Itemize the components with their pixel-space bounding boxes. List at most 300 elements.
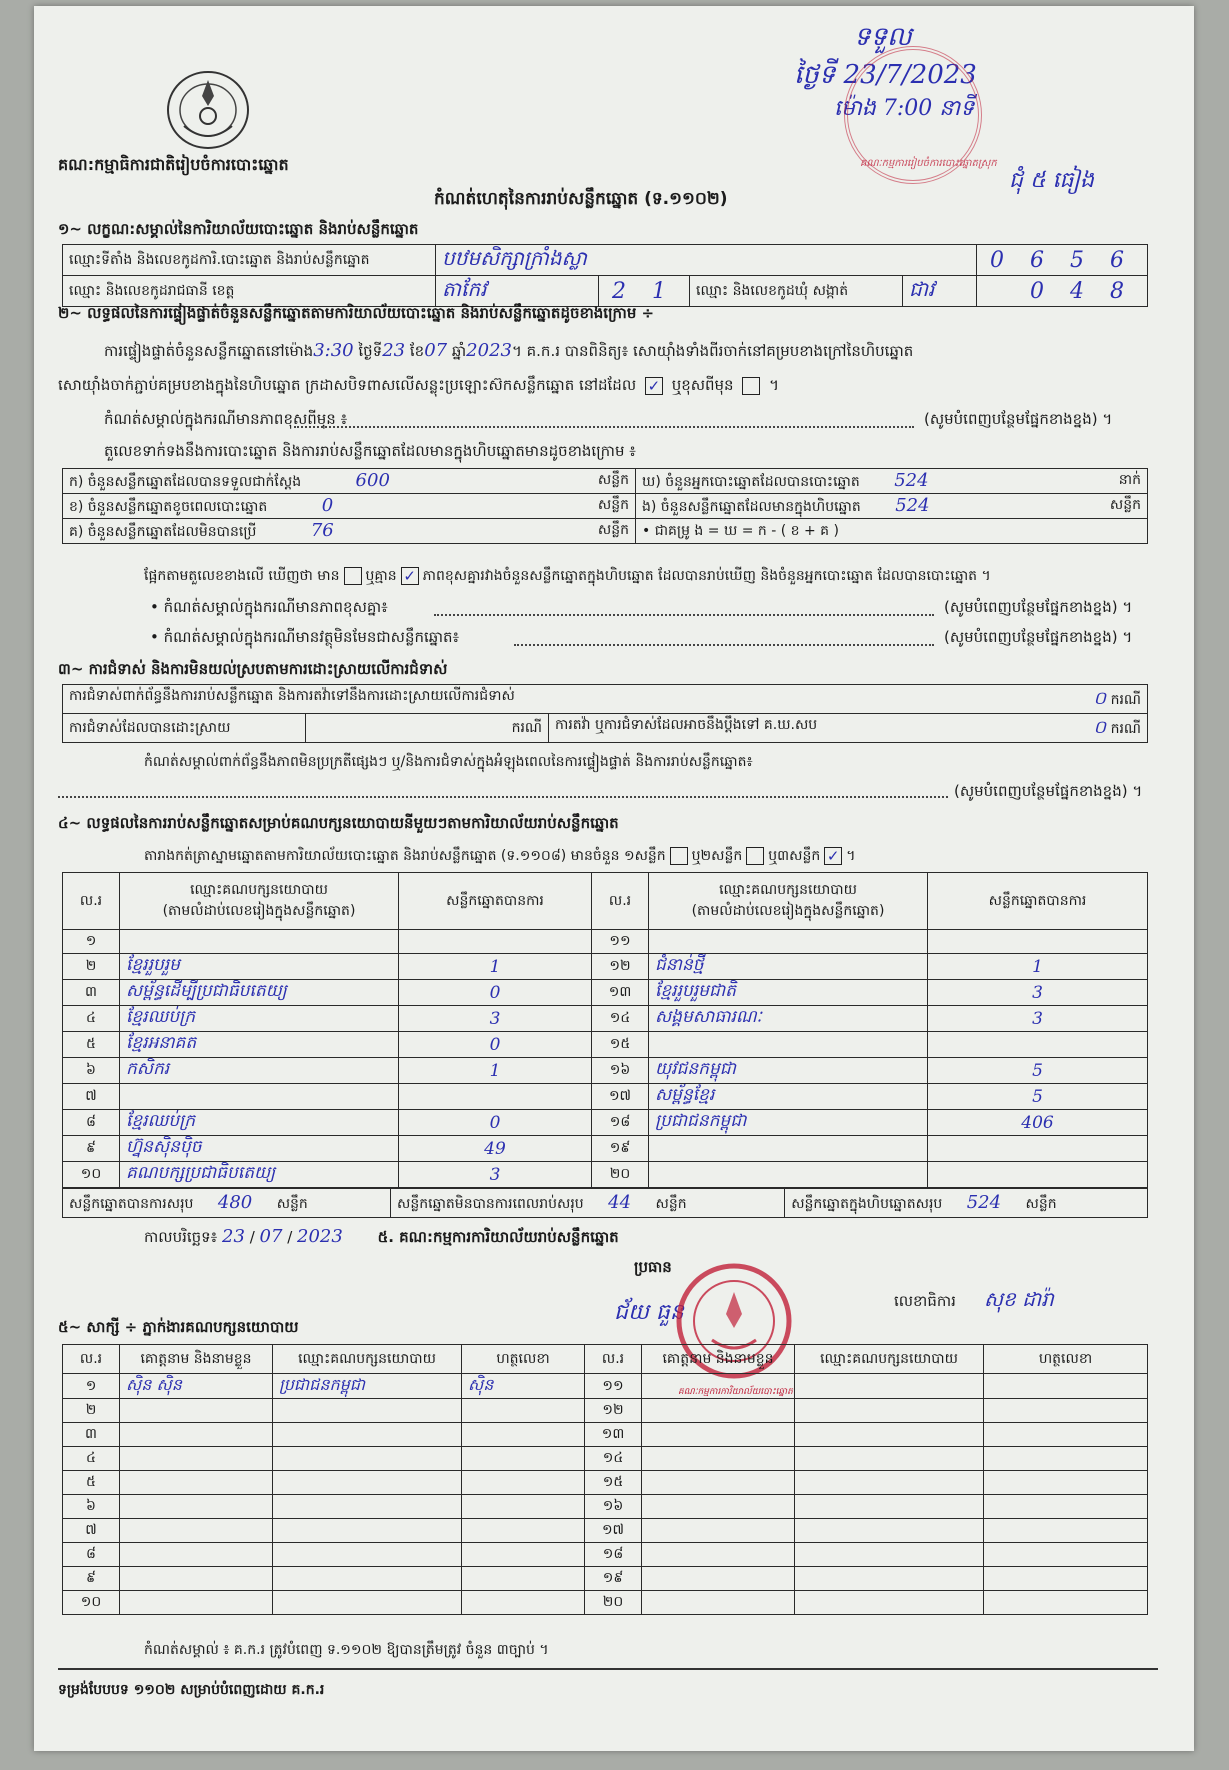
witness-name [642, 1471, 795, 1495]
result-no: ១៨ [592, 1110, 649, 1136]
witness-no: ៥ [63, 1471, 120, 1495]
seal-line-end: ។ [769, 376, 780, 394]
irregularity-dotted-line [58, 796, 948, 798]
bullet-difference: • កំណត់សម្គាល់ក្នុងករណីមានភាពខុសគ្នា៖ [150, 598, 388, 616]
witness-sign: ស៊ិន [462, 1374, 585, 1399]
witness-no: ១៧ [585, 1519, 642, 1543]
unused-unit: សន្លឹក [597, 521, 629, 538]
result-party: សម្ព័ន្ធដើម្បីប្រជាធិបតេយ្យ [120, 980, 399, 1006]
station-name: បឋមសិក្សាក្រាំងស្លា [442, 246, 587, 270]
spoiled-value: 0 [321, 494, 334, 516]
receipt-date: ថ្ងៃទី 23/7/2023 [794, 60, 977, 90]
result-votes: 3 [399, 1006, 592, 1032]
witness-sign [984, 1423, 1148, 1447]
witness-sign [984, 1543, 1148, 1567]
result-no: ១ [63, 930, 120, 954]
witness-party [795, 1423, 984, 1447]
chair-name: ជ័យ ធួន [614, 1300, 684, 1325]
witness-party [795, 1519, 984, 1543]
result-votes: 0 [399, 980, 592, 1006]
voters-value: 524 [894, 469, 929, 491]
counts-table [62, 468, 1148, 544]
witness-sign [984, 1374, 1148, 1399]
appeal-count: ០ [1093, 716, 1107, 738]
result-votes: 5 [928, 1058, 1148, 1084]
witness-sign [462, 1591, 585, 1615]
table-row [63, 980, 1148, 1006]
results-h-party-2 [649, 873, 928, 930]
bullet-foreign: • កំណត់សម្គាល់ក្នុងករណីមានវត្ថុមិនមែនជាសន្លឹកឆ្នោត៖ [150, 628, 460, 646]
witness-name [120, 1519, 273, 1543]
section2-title: ២~ លទ្ធផលនៃការផ្ទៀងផ្ទាត់ចំនួនសន្លឹកឆ្នោតតាមការិយាល័យបោះឆ្នោត និងរាប់សន្លឹកឆ្នោតដូចខាងក្រោម ÷ [58, 304, 655, 322]
witness-sign [462, 1399, 585, 1423]
result-votes [928, 1032, 1148, 1058]
province-code-1: 2 [612, 278, 626, 304]
witness-h-no: ល.រ [63, 1345, 120, 1374]
formula: • ជាគម្រូ ង = ឃ = ក - ( ខ + គ ) [636, 519, 1148, 544]
result-no: ៤ [63, 1006, 120, 1032]
result-votes: 0 [399, 1110, 592, 1136]
results-h-no-2: ល.រ [592, 873, 649, 930]
three-sheets-checkbox[interactable]: ✓ [824, 847, 842, 865]
result-no: ១៩ [592, 1136, 649, 1162]
commune-name: ជាវ [909, 277, 935, 301]
witness-sign [984, 1399, 1148, 1423]
result-party [120, 930, 399, 954]
witness-sign [984, 1591, 1148, 1615]
result-no: ២០ [592, 1162, 649, 1188]
section3-title: ៣~ ការជំទាស់ និងការមិនយល់ស្របតាមការដោះស្រាយលើការជំទាស់ [58, 660, 448, 678]
witness-party [273, 1519, 462, 1543]
result-party: សង្គមសាធារណៈ [649, 1006, 928, 1032]
receipt-time: ម៉ោង 7:00 នាទី [834, 96, 975, 121]
witness-name [120, 1591, 273, 1615]
result-party: ខ្មែរឈប់ក្រ [120, 1110, 399, 1136]
witness-party [795, 1374, 984, 1399]
station-label: ឈ្មោះទីតាំង និងលេខកូដការិ.បោះឆ្នោត និងរាប់សន្លឹកឆ្នោត [63, 245, 436, 276]
verify-year: 2023 [466, 340, 512, 361]
result-no: ១៦ [592, 1058, 649, 1084]
witness-no: ១៣ [585, 1423, 642, 1447]
resolved-unit: ករណី [306, 714, 549, 743]
total-invalid-value: 44 [608, 1191, 632, 1213]
official-seal-text: គណៈកម្មការការិយាល័យបោះឆ្នោត [678, 1387, 793, 1397]
appeal-unit: ករណី [1110, 720, 1141, 737]
bullet1-dotted-line [434, 614, 934, 616]
table-row [63, 1110, 1148, 1136]
result-party: ខ្មែរឈប់ក្រ [120, 1006, 399, 1032]
station-code-1: 0 [990, 247, 1004, 273]
same-checkbox[interactable]: ✓ [645, 377, 663, 395]
witness-name [120, 1471, 273, 1495]
result-party: យុវជនកម្ពុជា [649, 1058, 928, 1084]
spoiled-unit: សន្លឹក [597, 496, 629, 513]
commune-code-2: 4 [1070, 278, 1084, 304]
commune-code-3: 8 [1110, 278, 1124, 304]
in-box-label: ង) ចំនួនសន្លឹកឆ្នោតដែលមានក្នុងហិបឆ្នោត [642, 498, 861, 515]
witness-no: ៣ [63, 1423, 120, 1447]
commune-code-1: 0 [1030, 278, 1044, 304]
result-no: ៧ [63, 1084, 120, 1110]
bullet-foreign-hint: (សូមបំពេញបន្ថែមផ្នែកខាងខ្នង) ។ [944, 628, 1133, 646]
witness-party [273, 1399, 462, 1423]
result-party [120, 1084, 399, 1110]
witness-no: ១០ [63, 1591, 120, 1615]
result-votes [928, 1136, 1148, 1162]
witness-party [273, 1591, 462, 1615]
witness-sign [462, 1447, 585, 1471]
witness-party [795, 1447, 984, 1471]
witness-name [642, 1447, 795, 1471]
witness-h-name: គោត្តនាម និងនាមខ្លួន [120, 1345, 273, 1374]
result-votes [399, 930, 592, 954]
result-no: ១១ [592, 930, 649, 954]
results-h-votes-2: សន្លឹកឆ្នោតបានការ [928, 873, 1148, 930]
witness-no: ១ [63, 1374, 120, 1399]
province-name: តាកែវ [442, 277, 487, 301]
table-row [63, 1162, 1148, 1188]
total-invalid-unit: សន្លឹក [655, 1195, 687, 1212]
irregularity-note: កំណត់សម្គាល់ពាក់ព័ន្ធនឹងភាពមិនប្រក្រតីផ្សេងៗ ឬ/និងការជំទាស់ក្នុងអំឡុងពេលនៃការផ្ទៀងផ្ទាត់ និងការរាប់សន្លឹកឆ្នោត៖ [144, 754, 753, 770]
section4-title: ៤~ លទ្ធផលនៃការរាប់សន្លឹកឆ្នោតសម្រាប់គណបក្សនយោបាយនីមួយៗតាមការិយាល័យរាប់សន្លឹកឆ្នោត [58, 814, 619, 832]
witness-sign [462, 1567, 585, 1591]
witness-party: ប្រជាជនកម្ពុជា [273, 1374, 462, 1399]
witness-party [795, 1471, 984, 1495]
footer-text: ទម្រង់បែបបទ ១១០២ សម្រាប់បំពេញដោយ គ.ក.រ [58, 1682, 325, 1698]
witness-no: ១៥ [585, 1471, 642, 1495]
witness-name [642, 1591, 795, 1615]
witness-name [120, 1495, 273, 1519]
voters-unit: នាក់ [1118, 471, 1141, 488]
witness-party [273, 1567, 462, 1591]
witness-no: ៦ [63, 1495, 120, 1519]
results-h-no: ល.រ [63, 873, 120, 930]
witness-name [120, 1567, 273, 1591]
in-box-unit: សន្លឹក [1109, 496, 1141, 513]
result-votes: 5 [928, 1084, 1148, 1110]
result-none-label: ឬគ្មាន [365, 568, 397, 584]
result-text: ភាពខុសគ្នារវាងចំនួនសន្លឹកឆ្នោតក្នុងហិបឆ្នោត ដែលបានរាប់ឃើញ និងចំនួនអ្នកបោះឆ្នោត ដែលបានបោះឆ្នោត ។ [422, 568, 991, 584]
table-row [63, 1374, 1148, 1399]
result-votes [399, 1084, 592, 1110]
totals-table [62, 1188, 1148, 1218]
form-title: កំណត់ហេតុនៃការរាប់សន្លឹកឆ្នោត (ទ.១១០២) [434, 189, 728, 209]
results-h-party-title: ឈ្មោះគណបក្សនយោបាយ [190, 882, 328, 898]
result-no: ១៣ [592, 980, 649, 1006]
table-row [63, 1058, 1148, 1084]
table-row [63, 1543, 1148, 1567]
witness-no: ១៩ [585, 1567, 642, 1591]
station-code-3: 5 [1070, 247, 1084, 273]
witness-no: ៨ [63, 1543, 120, 1567]
chair-label: ប្រធាន [634, 1258, 672, 1276]
royal-emblem-icon [162, 66, 254, 154]
committee-name: គណ:កម្មាធិការជាតិរៀបចំការបោះឆ្នោត [58, 155, 289, 174]
result-party: សម្ព័ន្ធខ្មែរ [649, 1084, 928, 1110]
sheets-three-label: ឬ៣សន្លឹក [768, 848, 821, 864]
results-h-votes: សន្លឹកឆ្នោតបានការ [399, 873, 592, 930]
bullet2-dotted-line [514, 644, 934, 646]
witness-sign [462, 1519, 585, 1543]
result-no: ៥ [63, 1032, 120, 1058]
witness-sign [462, 1423, 585, 1447]
objections-unit: ករណី [1110, 691, 1141, 708]
appeal-label: ការតវ៉ា ឬការជំទាស់ដែលអាចនឹងប្តឹងទៅ គ.ឃ.សប [555, 716, 818, 733]
receipt-seal-text: គណៈកម្មការរៀបចំការបោះឆ្នោតស្រុក [860, 158, 997, 169]
station-code-4: 6 [1110, 247, 1124, 273]
received-unit: សន្លឹក [597, 471, 629, 488]
objections-label: ការជំទាស់ពាក់ព័ន្ធនឹងការរាប់សន្លឹកឆ្នោត និងការតវ៉ាទៅនឹងការដោះស្រាយលើការជំទាស់ [69, 687, 515, 704]
footnote: កំណត់សម្គាល់ ៖ គ.ក.រ ត្រូវបំពេញ ទ.១១០២ ឱ្យបានត្រឹមត្រូវ ចំនួន ៣ច្បាប់ ។ [144, 1642, 549, 1658]
section1-title: ១~ លក្ខណ:សម្គាល់នៃការិយាល័យបោះឆ្នោត និងរាប់សន្លឹកឆ្នោត [58, 220, 419, 238]
total-invalid-label: សន្លឹកឆ្នោតមិនបានការពេលរាប់សរុប [397, 1195, 584, 1212]
witness-sign [984, 1471, 1148, 1495]
seal-text: សោយ៉ាំងចាក់ភ្ជាប់គម្របខាងក្នុងនៃហិបឆ្នោត ក្រដាសបិទពាសលើសន្លុះប្រឡោះស៊កសន្លឹកឆ្នោត នៅដដែល [58, 376, 637, 394]
unused-label: គ) ចំនួនសន្លឹកឆ្នោតដែលមិនបានប្រើ [69, 523, 257, 540]
two-sheets-checkbox[interactable] [746, 847, 764, 865]
secretary-label: លេខាធិការ [894, 1292, 956, 1310]
result-party: ជំនាន់ថ្មី [649, 954, 928, 980]
witness-name [642, 1399, 795, 1423]
witness-name [642, 1374, 795, 1399]
result-no: ៣ [63, 980, 120, 1006]
bullet-difference-hint: (សូមបំពេញបន្ថែមផ្នែកខាងខ្នង) ។ [944, 598, 1133, 616]
sheets-line-end: ។ [846, 848, 856, 864]
witness-name [642, 1519, 795, 1543]
witness-sign [462, 1471, 585, 1495]
one-sheet-checkbox[interactable] [670, 847, 688, 865]
receipt-note: ជុំ ៥ ធៀង [1009, 168, 1094, 193]
table-row [63, 1519, 1148, 1543]
province-code-2: 1 [652, 278, 666, 304]
section5-title: ៥~ សាក្សី ÷ ភ្នាក់ងារគណបក្សនយោបាយ [58, 1318, 299, 1336]
table-row [63, 1591, 1148, 1615]
counts-intro: តួលេខទាក់ទងនឹងការបោះឆ្នោត និងការរាប់សន្លឹកឆ្នោតដែលមានក្នុងហិបឆ្នោតមានដូចខាងក្រោម ៖ [104, 442, 636, 460]
result-votes: 3 [928, 980, 1148, 1006]
sheets-line [144, 846, 855, 867]
witness-party [795, 1495, 984, 1519]
different-checkbox[interactable] [742, 377, 760, 395]
witness-h-party-2: ឈ្មោះគណបក្សនយោបាយ [795, 1345, 984, 1374]
result-party: ខ្មែរអនាគត [120, 1032, 399, 1058]
table-row [63, 1447, 1148, 1471]
table-row [63, 954, 1148, 980]
witness-party [795, 1399, 984, 1423]
result-party: ខ្មែររួបរួម [120, 954, 399, 980]
results-table [62, 872, 1148, 1188]
result-votes: 3 [928, 1006, 1148, 1032]
result-no: ៦ [63, 1058, 120, 1084]
result-no: ១៤ [592, 1006, 649, 1032]
witness-party [273, 1447, 462, 1471]
witness-party [273, 1471, 462, 1495]
result-votes: 1 [399, 954, 592, 980]
section1-table [62, 244, 1148, 307]
seal-line [58, 376, 779, 398]
witness-name [642, 1567, 795, 1591]
witness-sign [984, 1447, 1148, 1471]
table-row [63, 1495, 1148, 1519]
note-dotted-line [294, 426, 914, 428]
witness-name [120, 1543, 273, 1567]
witness-no: ១១ [585, 1374, 642, 1399]
total-valid-value: 480 [217, 1191, 253, 1213]
result-party: កសិករ [120, 1058, 399, 1084]
result-votes [928, 930, 1148, 954]
witness-no: ១៤ [585, 1447, 642, 1471]
verify-day-label: ថ្ងៃទី [358, 342, 383, 360]
table-row [63, 1423, 1148, 1447]
result-votes [928, 1162, 1148, 1188]
no-difference-checkbox[interactable]: ✓ [401, 567, 419, 585]
witness-party [273, 1543, 462, 1567]
witness-no: ៩ [63, 1567, 120, 1591]
result-party: គណបក្សប្រជាធិបតេយ្យ [120, 1162, 399, 1188]
witness-sign [462, 1495, 585, 1519]
result-party [649, 1162, 928, 1188]
in-box-value: 524 [895, 494, 930, 516]
result-party: ហ្វ៊ុនស៊ិនប៉ិច [120, 1136, 399, 1162]
irregularity-hint: (សូមបំពេញបន្ថែមផ្នែកខាងខ្នង) ។ [954, 782, 1143, 800]
verify-month-label: ខែ [409, 342, 425, 360]
result-votes: 406 [928, 1110, 1148, 1136]
total-box-unit: សន្លឹក [1025, 1195, 1057, 1212]
has-difference-checkbox[interactable] [344, 567, 362, 585]
result-no: ១២ [592, 954, 649, 980]
total-box-label: សន្លឹកឆ្នោតក្នុងហិបឆ្នោតសរុប [791, 1195, 943, 1212]
form-sheet [34, 6, 1194, 1751]
result-line [144, 566, 991, 587]
voters-label: ឃ) ចំនួនអ្នកបោះឆ្នោតដែលបានបោះឆ្នោត [642, 473, 860, 490]
date-month: 07 [259, 1226, 283, 1247]
date-label: កាលបរិច្ឆេទ៖ [144, 1228, 218, 1246]
different-label: ឬខុសពីមុន [671, 376, 734, 394]
witness-name [642, 1495, 795, 1519]
result-party [649, 930, 928, 954]
result-votes: 1 [399, 1058, 592, 1084]
witness-sign [984, 1519, 1148, 1543]
witness-no: ១៦ [585, 1495, 642, 1519]
result-votes: 0 [399, 1032, 592, 1058]
witness-sign [984, 1567, 1148, 1591]
table-row [63, 1136, 1148, 1162]
witness-party [273, 1495, 462, 1519]
table-row [63, 1471, 1148, 1495]
witness-no: ៤ [63, 1447, 120, 1471]
received-value: 600 [355, 469, 390, 491]
witness-name [642, 1423, 795, 1447]
verify-time: 3:30 [313, 340, 354, 361]
result-no: ២ [63, 954, 120, 980]
witness-name [120, 1423, 273, 1447]
witness-table [62, 1344, 1148, 1615]
verify-year-label: ឆ្នាំ [451, 342, 467, 360]
date-line: កាលបរិច្ឆេទ៖ 23 / 07 / 2023 ៥. គណ:កម្មការការិយាល័យរាប់សន្លឹកឆ្នោត [144, 1226, 619, 1247]
witness-h-no-2: ល.រ [585, 1345, 642, 1374]
footer-divider [58, 1668, 1158, 1670]
results-h-party-sub-2: (តាមលំដាប់លេខរៀងក្នុងសន្លឹកឆ្នោត) [691, 903, 885, 919]
result-no: ១៥ [592, 1032, 649, 1058]
witness-no: ២០ [585, 1591, 642, 1615]
witness-no: ១២ [585, 1399, 642, 1423]
province-label: ឈ្មោះ និងលេខកូដរាជធានី ខេត្ត [63, 276, 436, 307]
witness-name [120, 1399, 273, 1423]
verify-line [104, 340, 913, 364]
result-votes: 3 [399, 1162, 592, 1188]
sheets-one-label: តារាងកត់ត្រាស្នាមឆ្នោតតាមការិយាល័យបោះឆ្នោត និងរាប់សន្លឹកឆ្នោត (ទ.១១០៨) មានចំនួន ១សន្លឹក [144, 848, 666, 864]
witness-party [795, 1567, 984, 1591]
witness-sign [462, 1543, 585, 1567]
received-label: ក) ចំនួនសន្លឹកឆ្នោតដែលបានទទួលជាក់ស្តែង [69, 473, 302, 490]
table-row [63, 1006, 1148, 1032]
table-row [63, 930, 1148, 954]
witness-h-sign-2: ហត្ថលេខា [984, 1345, 1148, 1374]
date-day: 23 [222, 1226, 245, 1247]
station-code-2: 6 [1030, 247, 1044, 273]
unused-value: 76 [310, 519, 334, 541]
total-valid-unit: សន្លឹក [276, 1195, 308, 1212]
result-no: ១៧ [592, 1084, 649, 1110]
verify-time-label: ការផ្ទៀងផ្ទាត់ចំនួនសន្លឹកឆ្នោតនៅម៉ោង [104, 342, 314, 360]
result-no: ១០ [63, 1162, 120, 1188]
total-valid-label: សន្លឹកឆ្នោតបានការសរុប [69, 1195, 194, 1212]
table-row [63, 1032, 1148, 1058]
objections-count: ០ [1093, 687, 1107, 709]
table-row [63, 1084, 1148, 1110]
results-h-party-sub: (តាមលំដាប់លេខរៀងក្នុងសន្លឹកឆ្នោត) [162, 903, 356, 919]
result-party: ខ្មែររួបរួមជាតិ [649, 980, 928, 1006]
witness-name [120, 1447, 273, 1471]
result-votes: 1 [928, 954, 1148, 980]
objections-table [62, 684, 1148, 743]
table-row [63, 1567, 1148, 1591]
total-box-value: 524 [966, 1191, 1002, 1213]
commune-label: ឈ្មោះ និងលេខកូដឃុំ សង្កាត់ [690, 276, 903, 307]
witness-h-party: ឈ្មោះគណបក្សនយោបាយ [273, 1345, 462, 1374]
witness-h-sign: ហត្ថលេខា [462, 1345, 585, 1374]
result-has-label: ផ្អែកតាមតួលេខខាងលើ ឃើញថា មាន [144, 568, 340, 584]
witness-name [642, 1543, 795, 1567]
witness-party [795, 1591, 984, 1615]
sheets-two-label: ឬ២សន្លឹក [691, 848, 743, 864]
verify-day: 23 [382, 340, 406, 361]
witness-sign [984, 1495, 1148, 1519]
resolved-label: ការជំទាស់ដែលបានដោះស្រាយ [63, 714, 306, 743]
witness-no: ២ [63, 1399, 120, 1423]
results-h-party [120, 873, 399, 930]
table-row [63, 1399, 1148, 1423]
verify-month: 07 [424, 340, 448, 361]
result-party: ប្រជាជនកម្ពុជា [649, 1110, 928, 1136]
receipt-label: ទទួល [854, 22, 912, 52]
witness-no: ១៨ [585, 1543, 642, 1567]
witness-h-name-2: គោត្តនាម និងនាមខ្លួន [642, 1345, 795, 1374]
date-year: 2023 [297, 1226, 343, 1247]
result-party [649, 1032, 928, 1058]
witness-party [795, 1543, 984, 1567]
secretary-name: សុខ ដារ៉ា [984, 1287, 1054, 1311]
spoiled-label: ខ) ចំនួនសន្លឹកឆ្នោតខូចពេលបោះឆ្នោត [69, 498, 268, 515]
witness-no: ៧ [63, 1519, 120, 1543]
committee-label: ៥. គណ:កម្មការការិយាល័យរាប់សន្លឹកឆ្នោត [377, 1228, 619, 1246]
result-no: ៩ [63, 1136, 120, 1162]
result-no: ៨ [63, 1110, 120, 1136]
results-h-party-title-2: ឈ្មោះគណបក្សនយោបាយ [719, 882, 857, 898]
verify-text: ។ គ.ក.រ បានពិនិត្យ៖ សោយ៉ាំងទាំងពីរចាក់នៅគម្របខាងក្រៅនៃហិបឆ្នោត [511, 342, 914, 360]
result-party [649, 1136, 928, 1162]
witness-party [273, 1423, 462, 1447]
note-label: កំណត់សម្គាល់ក្នុងករណីមានភាពខុសពីមុន ៖ [104, 410, 348, 428]
